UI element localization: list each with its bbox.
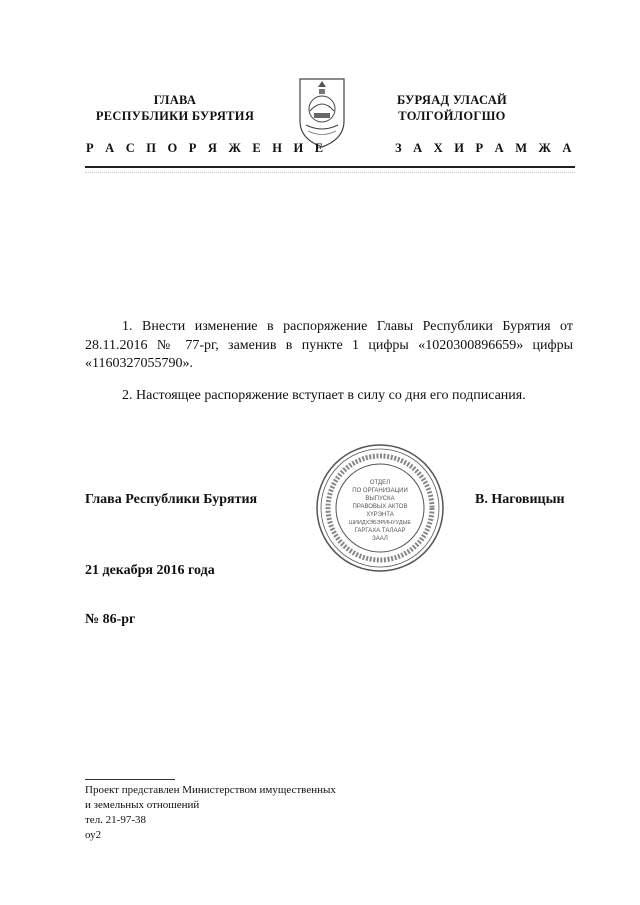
header-left-title: ГЛАВА	[153, 93, 197, 107]
svg-text:ХҮРЭНТА: ХҮРЭНТА	[366, 512, 394, 518]
header-divider	[85, 166, 575, 168]
header-left-block	[80, 92, 270, 124]
header-right-subtitle: ТОЛГОЙЛОГШО	[398, 109, 506, 123]
svg-text:ПО ОРГАНИЗАЦИИ: ПО ОРГАНИЗАЦИИ	[352, 488, 408, 494]
paragraph-1: 1. Внести изменение в распоряжение Главы Республики Бурятия от 28.11.2016 № 77-рг, заменив в пункте 1 цифры «1020300896659» цифры «1160327055790».	[85, 319, 573, 371]
header-left-subtitle: РЕСПУБЛИКИ БУРЯТИЯ	[95, 109, 255, 123]
footer-divider	[85, 779, 175, 780]
header-right-block	[372, 92, 532, 124]
document-number: № 86-рг	[85, 612, 136, 627]
svg-text:ПРАВОВЫХ АКТОВ: ПРАВОВЫХ АКТОВ	[352, 504, 408, 510]
svg-text:ОТДЕЛ: ОТДЕЛ	[369, 480, 391, 486]
official-seal-icon	[314, 442, 446, 574]
svg-text:ШИИДХЭБЭРИНУУДЫЕ: ШИИДХЭБЭРИНУУДЫЕ	[348, 520, 412, 526]
footer-phone: тел. 21-97-38	[85, 814, 147, 826]
signatory-position: Глава Республики Бурятия	[85, 492, 258, 507]
svg-text:ВЫПУСКА: ВЫПУСКА	[365, 496, 395, 502]
svg-text:ЗААЛ: ЗААЛ	[372, 536, 388, 542]
svg-text:ГАРГАХА ТАЛААР: ГАРГАХА ТАЛААР	[354, 528, 406, 534]
document-type-bua: З А Х И Р А М Ж А	[395, 141, 576, 155]
footer-line-1: Проект представлен Министерством имущественных	[85, 784, 336, 796]
header-right-title: БУРЯАД УЛАСАЙ	[396, 93, 508, 107]
document-date: 21 декабря 2016 года	[85, 563, 215, 578]
footer-note	[85, 783, 336, 843]
footer-code: оу2	[85, 829, 102, 841]
footer-line-2: и земельных отношений	[85, 799, 200, 811]
header-dotted-divider	[85, 172, 575, 174]
paragraph-2: 2. Настоящее распоряжение вступает в силу со дня его подписания.	[122, 388, 526, 403]
document-type-ru: Р А С П О Р Я Ж Е Н И Е	[86, 141, 328, 155]
signatory-name: В. Наговицын	[475, 492, 565, 507]
coat-of-arms-buryatia-icon	[296, 75, 348, 149]
